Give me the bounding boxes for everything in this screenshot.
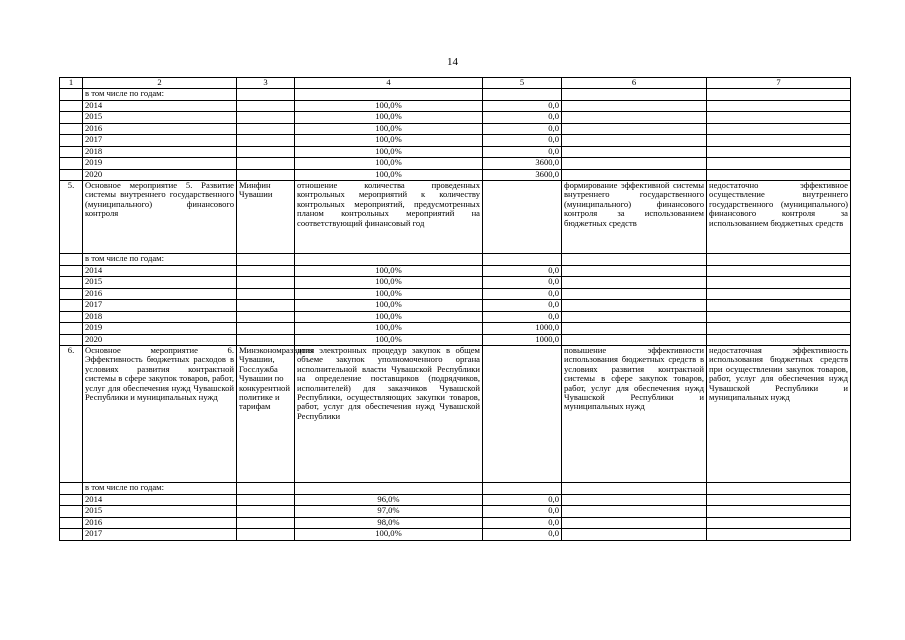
sub-label: в том числе по годам: xyxy=(83,254,237,266)
table-row xyxy=(60,517,851,529)
table-row xyxy=(60,100,851,112)
table-row xyxy=(60,112,851,124)
column-header: 7 xyxy=(707,78,851,89)
table-row xyxy=(60,277,851,289)
year-cell: 2017 xyxy=(83,300,237,312)
table-row xyxy=(60,494,851,506)
year-cell: 2017 xyxy=(83,529,237,541)
item-number: 5. xyxy=(60,181,83,254)
percent-cell: 100,0% xyxy=(295,529,483,541)
sub-label: в том числе по годам: xyxy=(83,483,237,495)
table-row xyxy=(60,123,851,135)
percent-cell: 100,0% xyxy=(295,146,483,158)
year-cell: 2016 xyxy=(83,123,237,135)
year-cell: 2014 xyxy=(83,265,237,277)
amount-cell: 0,0 xyxy=(483,288,562,300)
percent-cell: 100,0% xyxy=(295,311,483,323)
table-row xyxy=(60,529,851,541)
percent-cell: 98,0% xyxy=(295,517,483,529)
sub-label-row xyxy=(60,483,851,495)
amount-cell: 0,0 xyxy=(483,494,562,506)
year-cell: 2019 xyxy=(83,323,237,335)
year-cell: 2014 xyxy=(83,100,237,112)
percent-cell: 96,0% xyxy=(295,494,483,506)
table-row xyxy=(60,288,851,300)
amount-cell: 0,0 xyxy=(483,506,562,518)
percent-cell: 100,0% xyxy=(295,158,483,170)
percent-cell: 100,0% xyxy=(295,123,483,135)
year-cell: 2020 xyxy=(83,334,237,346)
executor: Минфин Чувашии xyxy=(237,181,295,254)
percent-cell: 100,0% xyxy=(295,288,483,300)
activity-row-5 xyxy=(60,181,851,254)
executor: Минэкономразвития Чувашии, Госслужба Чувашии по конкурентной политике и тарифам xyxy=(237,346,295,483)
amount-cell: 0,0 xyxy=(483,300,562,312)
amount-cell: 0,0 xyxy=(483,265,562,277)
table-row xyxy=(60,506,851,518)
percent-cell: 100,0% xyxy=(295,135,483,147)
percent-cell: 100,0% xyxy=(295,300,483,312)
amount-cell: 1000,0 xyxy=(483,334,562,346)
column-header: 5 xyxy=(483,78,562,89)
page-number: 14 xyxy=(447,56,458,68)
amount-cell: 0,0 xyxy=(483,529,562,541)
table-row xyxy=(60,169,851,181)
expected-result: повышение эффективности использования бюджетных средств в условиях развития контрактной системы в сфере закупок товаров, работ, услуг для обеспечения нужд Чувашской Республики и муниципальных нужд xyxy=(562,346,707,483)
percent-cell: 100,0% xyxy=(295,277,483,289)
amount-cell: 1000,0 xyxy=(483,323,562,335)
sub-label: в том числе по годам: xyxy=(83,89,237,101)
column-header: 2 xyxy=(83,78,237,89)
amount-cell: 0,0 xyxy=(483,100,562,112)
risk: недостаточная эффективность использования бюджетных средств при осуществлении закупок товаров, работ, услуг для обеспечения нужд Чувашской Республики и муниципальных нужд xyxy=(707,346,851,483)
percent-cell: 100,0% xyxy=(295,112,483,124)
sub-label-row xyxy=(60,89,851,101)
amount-cell: 3600,0 xyxy=(483,158,562,170)
percent-cell: 100,0% xyxy=(295,323,483,335)
activity-name: Основное мероприятие 5. Развитие системы внутреннего государственного (муниципального) финансового контроля xyxy=(83,181,237,254)
year-cell: 2015 xyxy=(83,277,237,289)
percent-cell: 100,0% xyxy=(295,169,483,181)
year-cell: 2019 xyxy=(83,158,237,170)
column-header: 6 xyxy=(562,78,707,89)
table-row xyxy=(60,323,851,335)
program-activities-table xyxy=(59,77,851,541)
table-row xyxy=(60,300,851,312)
column-header: 4 xyxy=(295,78,483,89)
amount-cell: 0,0 xyxy=(483,112,562,124)
percent-cell: 100,0% xyxy=(295,100,483,112)
activity-row-6 xyxy=(60,346,851,483)
table-header-row xyxy=(60,78,851,89)
indicator: отношение количества проведенных контрольных мероприятий к количеству контрольных мероприятий, предусмотренных планом контрольных мероприятий на соответствующий финансовый год xyxy=(295,181,483,254)
column-header: 1 xyxy=(60,78,83,89)
table-row xyxy=(60,158,851,170)
percent-cell: 100,0% xyxy=(295,334,483,346)
table-row xyxy=(60,265,851,277)
indicator: доля электронных процедур закупок в общем объеме закупок уполномоченного органа исполнительной власти Чувашской Республики на определение поставщиков (подрядчиков, исполнителей) для заказчиков Чувашской Республики, осуществляющих закупки товаров, работ, услуг для обеспечения нужд Чувашской Республики xyxy=(295,346,483,483)
percent-cell: 97,0% xyxy=(295,506,483,518)
year-cell: 2020 xyxy=(83,169,237,181)
year-cell: 2016 xyxy=(83,288,237,300)
sub-label-row xyxy=(60,254,851,266)
amount-cell: 0,0 xyxy=(483,123,562,135)
table-row xyxy=(60,334,851,346)
amount-cell: 0,0 xyxy=(483,135,562,147)
year-cell: 2015 xyxy=(83,112,237,124)
column-header: 3 xyxy=(237,78,295,89)
activity-name: Основное мероприятие 6. Эффективность бюджетных расходов в условиях развития контрактной системы в сфере закупок товаров, работ, услуг для обеспечения нужд Чувашской Республики и муниципальных нужд xyxy=(83,346,237,483)
amount-cell: 0,0 xyxy=(483,146,562,158)
year-cell: 2018 xyxy=(83,146,237,158)
table-row xyxy=(60,135,851,147)
year-cell: 2017 xyxy=(83,135,237,147)
amount-cell: 0,0 xyxy=(483,311,562,323)
item-number: 6. xyxy=(60,346,83,483)
year-cell: 2014 xyxy=(83,494,237,506)
year-cell: 2015 xyxy=(83,506,237,518)
table-row xyxy=(60,311,851,323)
expected-result: формирование эффективной системы внутреннего государственного (муниципального) финансового контроля за использованием бюджетных средств xyxy=(562,181,707,254)
year-cell: 2018 xyxy=(83,311,237,323)
year-cell: 2016 xyxy=(83,517,237,529)
amount-cell: 0,0 xyxy=(483,517,562,529)
amount-cell: 0,0 xyxy=(483,277,562,289)
percent-cell: 100,0% xyxy=(295,265,483,277)
amount-cell: 3600,0 xyxy=(483,169,562,181)
risk: недостаточно эффективное осуществление внутреннего государственного (муниципального) финансового контроля за использованием бюджетных средств xyxy=(707,181,851,254)
table-row xyxy=(60,146,851,158)
